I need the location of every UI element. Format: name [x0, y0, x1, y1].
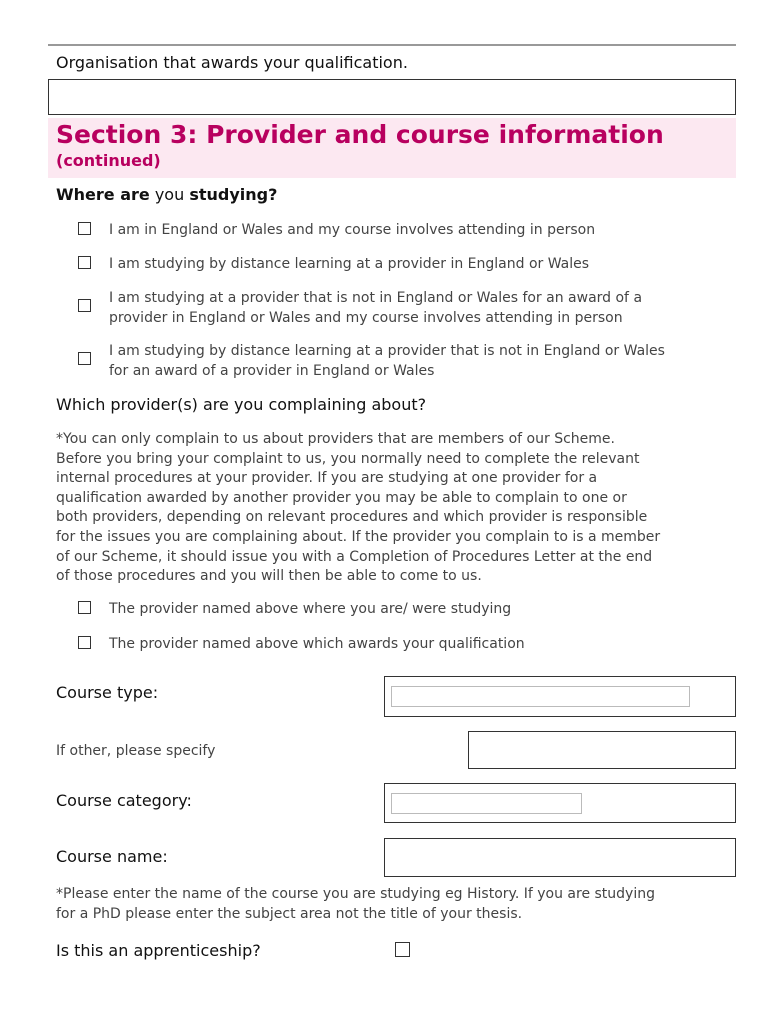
- top-divider: [48, 44, 736, 46]
- note-line: for the issues you are complaining about. If the provider you complain to is a member: [56, 528, 661, 545]
- course-other-label: If other, please specify: [56, 743, 216, 759]
- course-name-label: Course name:: [56, 847, 168, 866]
- checkbox-distance-england-wales[interactable]: [78, 256, 91, 269]
- option-label: I am studying by distance learning at a provider in England or Wales: [109, 256, 590, 272]
- course-type-label: Course type:: [56, 683, 159, 702]
- note-line: both providers, depending on relevant procedures and which provider is responsible: [56, 509, 648, 526]
- which-provider-heading: Which provider(s) are you complaining about?: [56, 395, 427, 414]
- checkbox-england-wales-in-person[interactable]: [78, 222, 91, 235]
- note-line: Before you bring your complaint to us, you normally need to complete the relevant: [56, 450, 640, 467]
- awarding-organisation-input[interactable]: [48, 79, 736, 115]
- course-name-note: [56, 885, 655, 924]
- section-subtitle: (continued): [56, 151, 161, 170]
- course-type-value[interactable]: [391, 686, 690, 707]
- course-name-input[interactable]: [384, 838, 736, 877]
- course-category-label: Course category:: [56, 791, 192, 810]
- option-label: for an award of a provider in England or Wales: [109, 363, 435, 379]
- which-provider-note: [56, 430, 660, 587]
- note-line: *You can only complain to us about providers that are members of our Scheme.: [56, 431, 615, 447]
- option-label: I am studying at a provider that is not in England or Wales for an award of a: [109, 290, 643, 306]
- note-line: internal procedures at your provider. If you are studying at one provider for a: [56, 470, 598, 487]
- course-other-input[interactable]: [468, 731, 736, 769]
- checkbox-outside-distance[interactable]: [78, 352, 91, 365]
- option-label: The provider named above where you are/ were studying: [109, 601, 512, 617]
- note-line: qualification awarded by another provider you may be able to complain to one or: [56, 489, 627, 506]
- option-label: I am studying by distance learning at a provider that is not in England or Wales: [109, 343, 665, 359]
- note-line: for a PhD please enter the subject area not the title of your thesis.: [56, 905, 523, 922]
- where-studying-heading: [56, 185, 277, 204]
- option-label: The provider named above which awards your qualification: [109, 636, 525, 652]
- checkbox-outside-in-person[interactable]: [78, 299, 91, 312]
- heading-plain-part: you: [149, 185, 190, 204]
- heading-bold-part: Where are: [56, 185, 150, 204]
- course-type-select[interactable]: [384, 676, 736, 717]
- apprenticeship-checkbox[interactable]: [395, 942, 410, 957]
- course-category-value[interactable]: [391, 793, 582, 814]
- awarding-organisation-label: Organisation that awards your qualification.: [56, 53, 408, 72]
- section-title: Section 3: Provider and course information: [56, 120, 664, 149]
- note-line: of our Scheme, it should issue you with a Completion of Procedures Letter at the end: [56, 548, 653, 565]
- note-line: *Please enter the name of the course you are studying eg History. If you are studying: [56, 886, 655, 902]
- heading-bold-part: studying?: [189, 185, 278, 204]
- apprenticeship-label: Is this an apprenticeship?: [56, 941, 261, 960]
- option-label: I am in England or Wales and my course involves attending in person: [109, 222, 596, 238]
- course-category-select[interactable]: [384, 783, 736, 823]
- note-line: of those procedures and you will then be able to come to us.: [56, 568, 482, 585]
- checkbox-provider-studying[interactable]: [78, 601, 91, 614]
- option-label: provider in England or Wales and my course involves attending in person: [109, 310, 623, 326]
- checkbox-provider-awarding[interactable]: [78, 636, 91, 649]
